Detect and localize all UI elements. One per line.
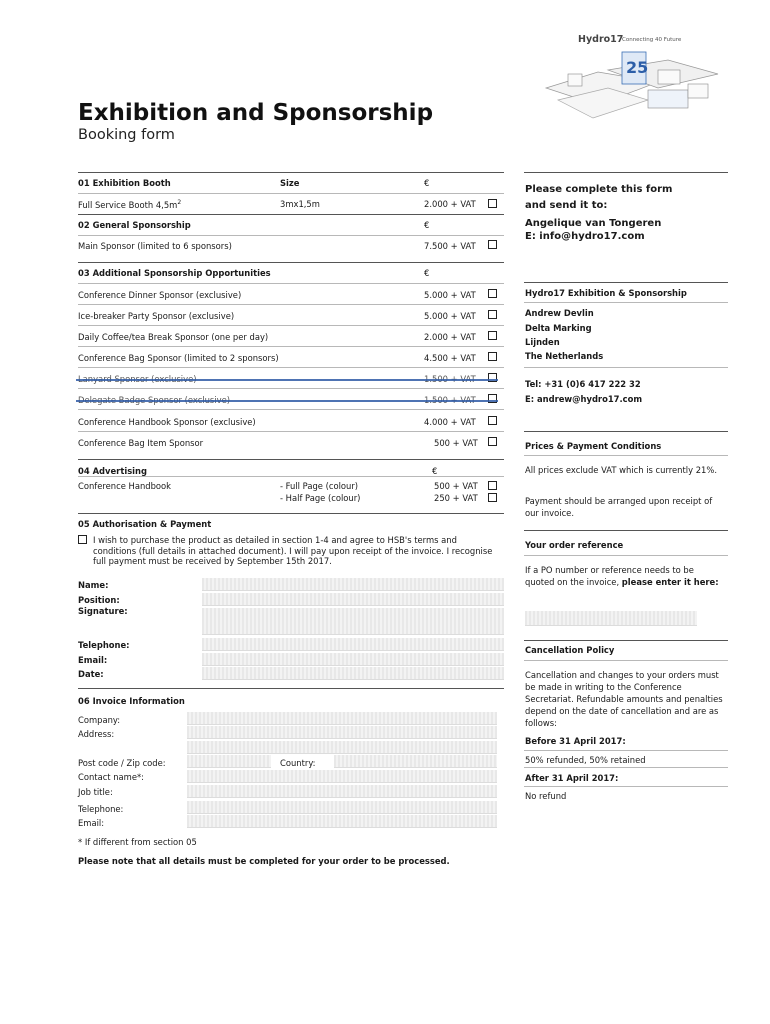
booth-price: 2.000 + VAT bbox=[424, 199, 476, 209]
order-reference-field[interactable] bbox=[525, 611, 697, 626]
ad-option-checkbox[interactable] bbox=[488, 493, 497, 502]
divider bbox=[524, 431, 728, 432]
prices-title: Prices & Payment Conditions bbox=[525, 441, 662, 451]
order-reference-title: Your order reference bbox=[525, 540, 624, 550]
completion-note: Please note that all details must be completed for your order to be processed. bbox=[78, 856, 450, 866]
divider bbox=[78, 214, 504, 215]
ad-option-price: 500 + VAT bbox=[434, 481, 478, 491]
before-deadline-text: 50% refunded, 50% retained bbox=[525, 755, 646, 765]
divider bbox=[524, 302, 728, 303]
divider bbox=[524, 367, 728, 368]
ad-option-price: 250 + VAT bbox=[434, 493, 478, 503]
divider bbox=[524, 640, 728, 641]
footnote: * If different from section 05 bbox=[78, 837, 197, 847]
signature-label: Signature: bbox=[78, 606, 128, 616]
country-field[interactable] bbox=[334, 755, 497, 768]
org-email: E: andrew@hydro17.com bbox=[525, 394, 643, 404]
divider bbox=[78, 476, 504, 477]
prices-text: All prices exclude VAT which is currently 21%. bbox=[525, 465, 717, 475]
sponsor-row-price: 500 + VAT bbox=[434, 438, 478, 448]
address-line: Lijnden bbox=[525, 337, 560, 347]
postcode-field[interactable] bbox=[187, 755, 271, 768]
date-field[interactable] bbox=[202, 667, 504, 680]
divider bbox=[524, 555, 728, 556]
invoice-telephone-label: Telephone: bbox=[78, 804, 124, 814]
org-telephone: Tel: +31 (0)6 417 222 32 bbox=[525, 379, 641, 389]
name-label: Name: bbox=[78, 580, 109, 590]
main-sponsor-checkbox[interactable] bbox=[488, 240, 497, 249]
divider bbox=[524, 282, 728, 283]
sponsor-row-checkbox[interactable] bbox=[488, 416, 497, 425]
email-label: Email: bbox=[78, 655, 108, 665]
divider bbox=[78, 688, 504, 689]
divider bbox=[78, 513, 504, 514]
position-field[interactable] bbox=[202, 593, 504, 606]
sponsor-row-checkbox[interactable] bbox=[488, 352, 497, 361]
address-line: Andrew Devlin bbox=[525, 308, 594, 318]
divider bbox=[524, 767, 728, 768]
price-column-header: € bbox=[424, 268, 430, 278]
hydro17-logo bbox=[538, 30, 733, 125]
payment-text: Payment should be arranged upon receipt of our invoice. bbox=[525, 496, 713, 518]
divider bbox=[524, 750, 728, 751]
signature-field[interactable] bbox=[202, 608, 504, 635]
address-field-2[interactable] bbox=[187, 741, 497, 754]
sponsor-row-checkbox[interactable] bbox=[488, 310, 497, 319]
section-03-title: 03 Additional Sponsorship Opportunities bbox=[78, 268, 271, 278]
ad-option-checkbox[interactable] bbox=[488, 481, 497, 490]
booth-size: 3mx1,5m bbox=[280, 199, 320, 209]
divider bbox=[524, 530, 728, 531]
date-label: Date: bbox=[78, 669, 104, 679]
address-label: Address: bbox=[78, 729, 115, 739]
divider bbox=[78, 346, 504, 347]
sponsor-row-price: 5.000 + VAT bbox=[424, 290, 476, 300]
divider bbox=[78, 431, 504, 432]
booth-label: Full Service Booth $4,5m^2$ bbox=[78, 199, 182, 210]
booth-checkbox[interactable] bbox=[488, 199, 497, 208]
contact-field[interactable] bbox=[187, 770, 497, 783]
sponsor-row-label: Conference Dinner Sponsor (exclusive) bbox=[78, 290, 242, 300]
logo-number: 25 bbox=[626, 58, 649, 77]
strikethrough-line bbox=[76, 379, 498, 381]
divider bbox=[78, 459, 504, 460]
sponsor-row-price: 2.000 + VAT bbox=[424, 332, 476, 342]
divider bbox=[78, 367, 504, 368]
telephone-field[interactable] bbox=[202, 638, 504, 651]
sponsor-row-label: Daily Coffee/tea Break Sponsor (one per day) bbox=[78, 332, 269, 342]
country-label: Country: bbox=[280, 758, 316, 768]
ad-option-label: - Half Page (colour) bbox=[280, 493, 361, 503]
contact-label: Contact name*: bbox=[78, 772, 145, 782]
job-title-label: Job title: bbox=[78, 787, 113, 797]
divider bbox=[524, 786, 728, 787]
page-subtitle: Booking form bbox=[78, 127, 175, 143]
sponsor-row-checkbox[interactable] bbox=[488, 289, 497, 298]
logo-tagline: Connecting 40 Future bbox=[622, 37, 682, 43]
price-column-header: € bbox=[424, 220, 430, 230]
send-instruction: Please complete this form and send it to: bbox=[525, 184, 673, 211]
main-sponsor-label: Main Sponsor (limited to 6 sponsors) bbox=[78, 241, 232, 251]
job-title-field[interactable] bbox=[187, 785, 497, 798]
sponsor-row-label: Ice-breaker Party Sponsor (exclusive) bbox=[78, 311, 235, 321]
sponsor-row-checkbox[interactable] bbox=[488, 437, 497, 446]
before-deadline-title: Before 31 April 2017: bbox=[525, 736, 626, 746]
logo-text: Hydro17 bbox=[578, 34, 624, 45]
order-reference-text: If a PO number or reference needs to be quoted on the invoice, please enter it here: bbox=[525, 565, 719, 587]
company-label: Company: bbox=[78, 715, 121, 725]
divider bbox=[78, 235, 504, 236]
section-05-title: 05 Authorisation & Payment bbox=[78, 519, 212, 529]
sponsor-row-label: Conference Bag Item Sponsor bbox=[78, 438, 204, 448]
divider bbox=[524, 660, 728, 661]
divider bbox=[78, 193, 504, 194]
position-label: Position: bbox=[78, 595, 120, 605]
size-column-header: Size bbox=[280, 178, 300, 188]
email-field[interactable] bbox=[202, 653, 504, 666]
name-field[interactable] bbox=[202, 578, 504, 591]
cancellation-title: Cancellation Policy bbox=[525, 645, 615, 655]
page-title: Exhibition and Sponsorship bbox=[78, 100, 434, 126]
ad-option-label: - Full Page (colour) bbox=[280, 481, 359, 491]
address-line: Delta Marking bbox=[525, 323, 592, 333]
telephone-label: Telephone: bbox=[78, 640, 130, 650]
sponsor-row-price: 4.000 + VAT bbox=[424, 417, 476, 427]
section-06-title: 06 Invoice Information bbox=[78, 696, 185, 706]
strikethrough-line bbox=[76, 400, 498, 402]
org-title: Hydro17 Exhibition & Sponsorship bbox=[525, 288, 687, 298]
sponsor-row-price: 5.000 + VAT bbox=[424, 311, 476, 321]
postcode-label: Post code / Zip code: bbox=[78, 758, 166, 768]
contact-block bbox=[525, 217, 661, 243]
divider bbox=[78, 262, 504, 263]
main-sponsor-price: 7.500 + VAT bbox=[424, 241, 476, 251]
price-column-header: € bbox=[424, 178, 430, 188]
divider bbox=[78, 409, 504, 410]
divider bbox=[524, 172, 728, 173]
sponsor-row-label: Conference Handbook Sponsor (exclusive) bbox=[78, 417, 256, 427]
contact-name: Angelique van Tongeren bbox=[525, 218, 662, 229]
divider bbox=[78, 172, 504, 173]
after-deadline-title: After 31 April 2017: bbox=[525, 773, 619, 783]
sponsor-row-label: Conference Bag Sponsor (limited to 2 sponsors) bbox=[78, 353, 279, 363]
section-02-title: 02 General Sponsorship bbox=[78, 220, 191, 230]
address-field-1[interactable] bbox=[187, 726, 497, 739]
after-deadline-text: No refund bbox=[525, 791, 567, 801]
contact-email: E: info@hydro17.com bbox=[525, 231, 645, 242]
address-line: The Netherlands bbox=[525, 351, 604, 361]
invoice-email-label: Email: bbox=[78, 818, 105, 828]
divider bbox=[78, 388, 504, 389]
divider bbox=[78, 325, 504, 326]
sponsor-row-price: 4.500 + VAT bbox=[424, 353, 476, 363]
agreement-checkbox[interactable] bbox=[78, 535, 87, 544]
company-field[interactable] bbox=[187, 712, 497, 725]
divider bbox=[524, 455, 728, 456]
section-01-title: 01 Exhibition Booth bbox=[78, 178, 171, 188]
divider bbox=[78, 283, 504, 284]
invoice-telephone-field[interactable] bbox=[187, 801, 497, 814]
price-column-header: € bbox=[432, 466, 438, 476]
event-illustration-icon bbox=[538, 30, 733, 125]
section-04-title: 04 Advertising bbox=[78, 466, 148, 476]
cancellation-text: Cancellation and changes to your orders must be made in writing to the Conference Secretariat. Refundable amounts and penalties depend on the date of cancellation and are as follows: bbox=[525, 670, 723, 728]
agreement-text: I wish to purchase the product as detailed in section 1-4 and agree to HSB's terms and conditions (full details in attached document). I will pay upon receipt of the invoice. I recognise full payment must be received by September 15th 2017. bbox=[93, 535, 493, 567]
divider bbox=[78, 304, 504, 305]
advertising-item: Conference Handbook bbox=[78, 481, 171, 491]
sponsor-row-checkbox[interactable] bbox=[488, 331, 497, 340]
invoice-email-field[interactable] bbox=[187, 815, 497, 828]
